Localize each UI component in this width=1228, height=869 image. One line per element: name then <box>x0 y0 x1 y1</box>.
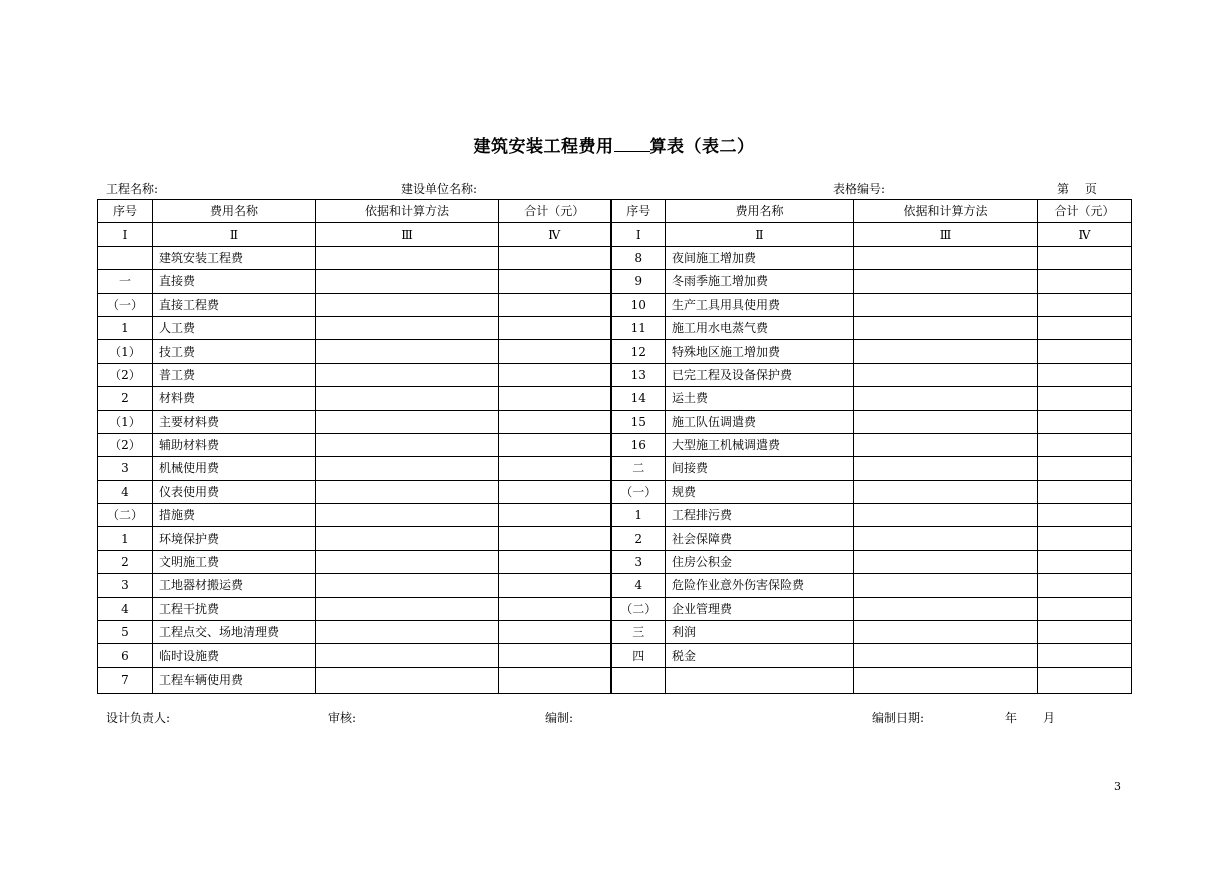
roman-numeral-row <box>98 223 1132 246</box>
header-cell: 费用名称 <box>153 200 316 223</box>
calc-method-cell <box>316 433 499 456</box>
row-number-cell: 3 <box>98 574 153 597</box>
cost-name-cell: 社会保障费 <box>666 527 854 550</box>
table-row <box>98 480 1132 503</box>
roman-cell: Ⅳ <box>1038 223 1132 246</box>
calc-method-cell <box>854 644 1038 667</box>
page-indicator-label: 第 页 <box>1057 182 1097 196</box>
header-row <box>98 200 1132 223</box>
total-cell <box>1038 410 1132 433</box>
roman-cell: Ⅱ <box>666 223 854 246</box>
total-cell <box>1038 527 1132 550</box>
row-number-cell: 1 <box>611 504 666 527</box>
row-number-cell: 4 <box>98 597 153 620</box>
total-cell <box>1038 340 1132 363</box>
calc-method-cell <box>854 457 1038 480</box>
total-cell <box>1038 293 1132 316</box>
total-cell <box>1038 316 1132 339</box>
table-row <box>98 597 1132 620</box>
row-number-cell: 13 <box>611 363 666 386</box>
row-number-cell: 10 <box>611 293 666 316</box>
cost-name-cell: 施工队伍调遣费 <box>666 410 854 433</box>
cost-name-cell: 运土费 <box>666 387 854 410</box>
compile-label: 编制: <box>545 711 574 725</box>
total-cell <box>499 270 611 293</box>
designer-label: 设计负责人: <box>106 711 171 725</box>
roman-cell: Ⅲ <box>316 223 499 246</box>
cost-name-cell: 机械使用费 <box>153 457 316 480</box>
title-text-after: 算表（表二） <box>649 137 755 157</box>
calc-method-cell <box>854 363 1038 386</box>
total-cell <box>1038 433 1132 456</box>
cost-name-cell: 建筑安装工程费 <box>153 246 316 269</box>
cost-name-cell: 工地器材搬运费 <box>153 574 316 597</box>
row-number-cell: 11 <box>611 316 666 339</box>
total-cell <box>1038 363 1132 386</box>
table-row <box>98 363 1132 386</box>
cost-name-cell: 技工费 <box>153 340 316 363</box>
row-number-cell: （二） <box>98 504 153 527</box>
total-cell <box>1038 550 1132 573</box>
review-label: 审核: <box>328 711 357 725</box>
header-cell: 依据和计算方法 <box>854 200 1038 223</box>
total-cell <box>499 340 611 363</box>
total-cell <box>499 410 611 433</box>
cost-name-cell: 文明施工费 <box>153 550 316 573</box>
row-number-cell: 1 <box>98 316 153 339</box>
calc-method-cell <box>316 457 499 480</box>
roman-cell: Ⅱ <box>153 223 316 246</box>
total-cell <box>499 480 611 503</box>
calc-method-cell <box>854 550 1038 573</box>
total-cell <box>499 293 611 316</box>
roman-cell: Ⅳ <box>499 223 611 246</box>
calc-method-cell <box>316 270 499 293</box>
cost-name-cell: 税金 <box>666 644 854 667</box>
cost-table <box>97 199 1132 694</box>
cost-name-cell: 夜间施工增加费 <box>666 246 854 269</box>
calc-method-cell <box>854 316 1038 339</box>
row-number-cell: （2） <box>98 433 153 456</box>
total-cell <box>499 433 611 456</box>
row-number-cell: 2 <box>611 527 666 550</box>
calc-method-cell <box>854 433 1038 456</box>
total-cell <box>499 597 611 620</box>
total-cell <box>499 457 611 480</box>
total-cell <box>1038 667 1132 693</box>
cost-name-cell: 生产工具用具使用费 <box>666 293 854 316</box>
table-row <box>98 246 1132 269</box>
total-cell <box>499 504 611 527</box>
compile-date-label: 编制日期: <box>872 711 925 725</box>
calc-method-cell <box>316 387 499 410</box>
total-cell <box>1038 621 1132 644</box>
row-number-cell: （2） <box>98 363 153 386</box>
row-number-cell: 5 <box>98 621 153 644</box>
cost-name-cell: 仪表使用费 <box>153 480 316 503</box>
total-cell <box>1038 457 1132 480</box>
cost-name-cell: 工程车辆使用费 <box>153 667 316 693</box>
month-label: 月 <box>1043 711 1056 725</box>
total-cell <box>1038 387 1132 410</box>
table-row <box>98 270 1132 293</box>
title-blank-line <box>614 137 650 152</box>
row-number-cell: 15 <box>611 410 666 433</box>
page-number: 3 <box>1114 780 1121 793</box>
calc-method-cell <box>854 480 1038 503</box>
cost-name-cell: 住房公积金 <box>666 550 854 573</box>
row-number-cell: 8 <box>611 246 666 269</box>
table-row <box>98 667 1132 693</box>
calc-method-cell <box>316 667 499 693</box>
cost-name-cell: 间接费 <box>666 457 854 480</box>
cost-name-cell: 利润 <box>666 621 854 644</box>
calc-method-cell <box>854 621 1038 644</box>
calc-method-cell <box>316 340 499 363</box>
row-number-cell: （1） <box>98 410 153 433</box>
total-cell <box>499 667 611 693</box>
calc-method-cell <box>316 644 499 667</box>
cost-name-cell: 冬雨季施工增加费 <box>666 270 854 293</box>
cost-name-cell: 大型施工机械调遣费 <box>666 433 854 456</box>
total-cell <box>499 621 611 644</box>
header-cell: 合计（元） <box>1038 200 1132 223</box>
row-number-cell: 2 <box>98 387 153 410</box>
roman-cell: Ⅰ <box>611 223 666 246</box>
calc-method-cell <box>854 597 1038 620</box>
table-row <box>98 433 1132 456</box>
cost-name-cell: 直接工程费 <box>153 293 316 316</box>
cost-name-cell <box>666 667 854 693</box>
cost-name-cell: 环境保护费 <box>153 527 316 550</box>
calc-method-cell <box>316 597 499 620</box>
row-number-cell: 7 <box>98 667 153 693</box>
cost-name-cell: 措施费 <box>153 504 316 527</box>
title-text-before: 建筑安装工程费用 <box>473 137 614 157</box>
table-row <box>98 550 1132 573</box>
calc-method-cell <box>854 293 1038 316</box>
cost-name-cell: 人工费 <box>153 316 316 339</box>
row-number-cell: （一） <box>611 480 666 503</box>
cost-name-cell: 工程点交、场地清理费 <box>153 621 316 644</box>
table-row <box>98 527 1132 550</box>
table-row <box>98 621 1132 644</box>
cost-name-cell: 企业管理费 <box>666 597 854 620</box>
total-cell <box>499 574 611 597</box>
cost-name-cell: 普工费 <box>153 363 316 386</box>
form-number-label: 表格编号: <box>833 182 886 196</box>
row-number-cell: 四 <box>611 644 666 667</box>
row-number-cell: 4 <box>611 574 666 597</box>
project-name-label: 工程名称: <box>106 182 159 196</box>
table-row <box>98 574 1132 597</box>
calc-method-cell <box>854 270 1038 293</box>
calc-method-cell <box>854 246 1038 269</box>
header-cell: 依据和计算方法 <box>316 200 499 223</box>
cost-name-cell: 特殊地区施工增加费 <box>666 340 854 363</box>
table-row <box>98 410 1132 433</box>
roman-cell: Ⅲ <box>854 223 1038 246</box>
calc-method-cell <box>316 550 499 573</box>
calc-method-cell <box>316 246 499 269</box>
table-row <box>98 504 1132 527</box>
cost-name-cell: 工程排污费 <box>666 504 854 527</box>
table-row <box>98 457 1132 480</box>
table-row <box>98 387 1132 410</box>
total-cell <box>1038 480 1132 503</box>
calc-method-cell <box>854 504 1038 527</box>
row-number-cell: 3 <box>98 457 153 480</box>
cost-name-cell: 工程干扰费 <box>153 597 316 620</box>
table-row <box>98 293 1132 316</box>
total-cell <box>499 527 611 550</box>
row-number-cell: 12 <box>611 340 666 363</box>
row-number-cell: 16 <box>611 433 666 456</box>
header-cell: 序号 <box>611 200 666 223</box>
table-row <box>98 644 1132 667</box>
calc-method-cell <box>316 363 499 386</box>
row-number-cell: 6 <box>98 644 153 667</box>
cost-name-cell: 主要材料费 <box>153 410 316 433</box>
total-cell <box>499 316 611 339</box>
calc-method-cell <box>854 574 1038 597</box>
calc-method-cell <box>316 527 499 550</box>
table-row <box>98 316 1132 339</box>
row-number-cell: 3 <box>611 550 666 573</box>
calc-method-cell <box>316 410 499 433</box>
calc-method-cell <box>316 574 499 597</box>
year-label: 年 <box>1005 711 1018 725</box>
row-number-cell <box>611 667 666 693</box>
total-cell <box>499 644 611 667</box>
calc-method-cell <box>316 621 499 644</box>
row-number-cell: 1 <box>98 527 153 550</box>
cost-name-cell: 辅助材料费 <box>153 433 316 456</box>
header-cell: 合计（元） <box>499 200 611 223</box>
cost-name-cell: 材料费 <box>153 387 316 410</box>
total-cell <box>1038 246 1132 269</box>
total-cell <box>1038 270 1132 293</box>
row-number-cell: （二） <box>611 597 666 620</box>
calc-method-cell <box>316 293 499 316</box>
total-cell <box>499 387 611 410</box>
row-number-cell: 一 <box>98 270 153 293</box>
calc-method-cell <box>854 340 1038 363</box>
total-cell <box>1038 574 1132 597</box>
row-number-cell: 9 <box>611 270 666 293</box>
header-cell: 序号 <box>98 200 153 223</box>
row-number-cell: （一） <box>98 293 153 316</box>
calc-method-cell <box>854 410 1038 433</box>
row-number-cell <box>98 246 153 269</box>
total-cell <box>499 363 611 386</box>
header-cell: 费用名称 <box>666 200 854 223</box>
total-cell <box>499 246 611 269</box>
calc-method-cell <box>316 480 499 503</box>
row-number-cell: 三 <box>611 621 666 644</box>
cost-table-container <box>97 199 1131 694</box>
row-number-cell: （1） <box>98 340 153 363</box>
total-cell <box>499 550 611 573</box>
cost-name-cell: 施工用水电蒸气费 <box>666 316 854 339</box>
cost-name-cell: 已完工程及设备保护费 <box>666 363 854 386</box>
row-number-cell: 2 <box>98 550 153 573</box>
builder-name-label: 建设单位名称: <box>401 182 478 196</box>
document-title <box>0 132 1228 157</box>
table-row <box>98 340 1132 363</box>
cost-name-cell: 临时设施费 <box>153 644 316 667</box>
total-cell <box>1038 504 1132 527</box>
roman-cell: Ⅰ <box>98 223 153 246</box>
total-cell <box>1038 644 1132 667</box>
total-cell <box>1038 597 1132 620</box>
calc-method-cell <box>316 316 499 339</box>
cost-name-cell: 规费 <box>666 480 854 503</box>
calc-method-cell <box>854 527 1038 550</box>
calc-method-cell <box>854 387 1038 410</box>
calc-method-cell <box>854 667 1038 693</box>
cost-name-cell: 危险作业意外伤害保险费 <box>666 574 854 597</box>
row-number-cell: 14 <box>611 387 666 410</box>
row-number-cell: 4 <box>98 480 153 503</box>
table-body <box>98 246 1132 693</box>
calc-method-cell <box>316 504 499 527</box>
cost-name-cell: 直接费 <box>153 270 316 293</box>
row-number-cell: 二 <box>611 457 666 480</box>
